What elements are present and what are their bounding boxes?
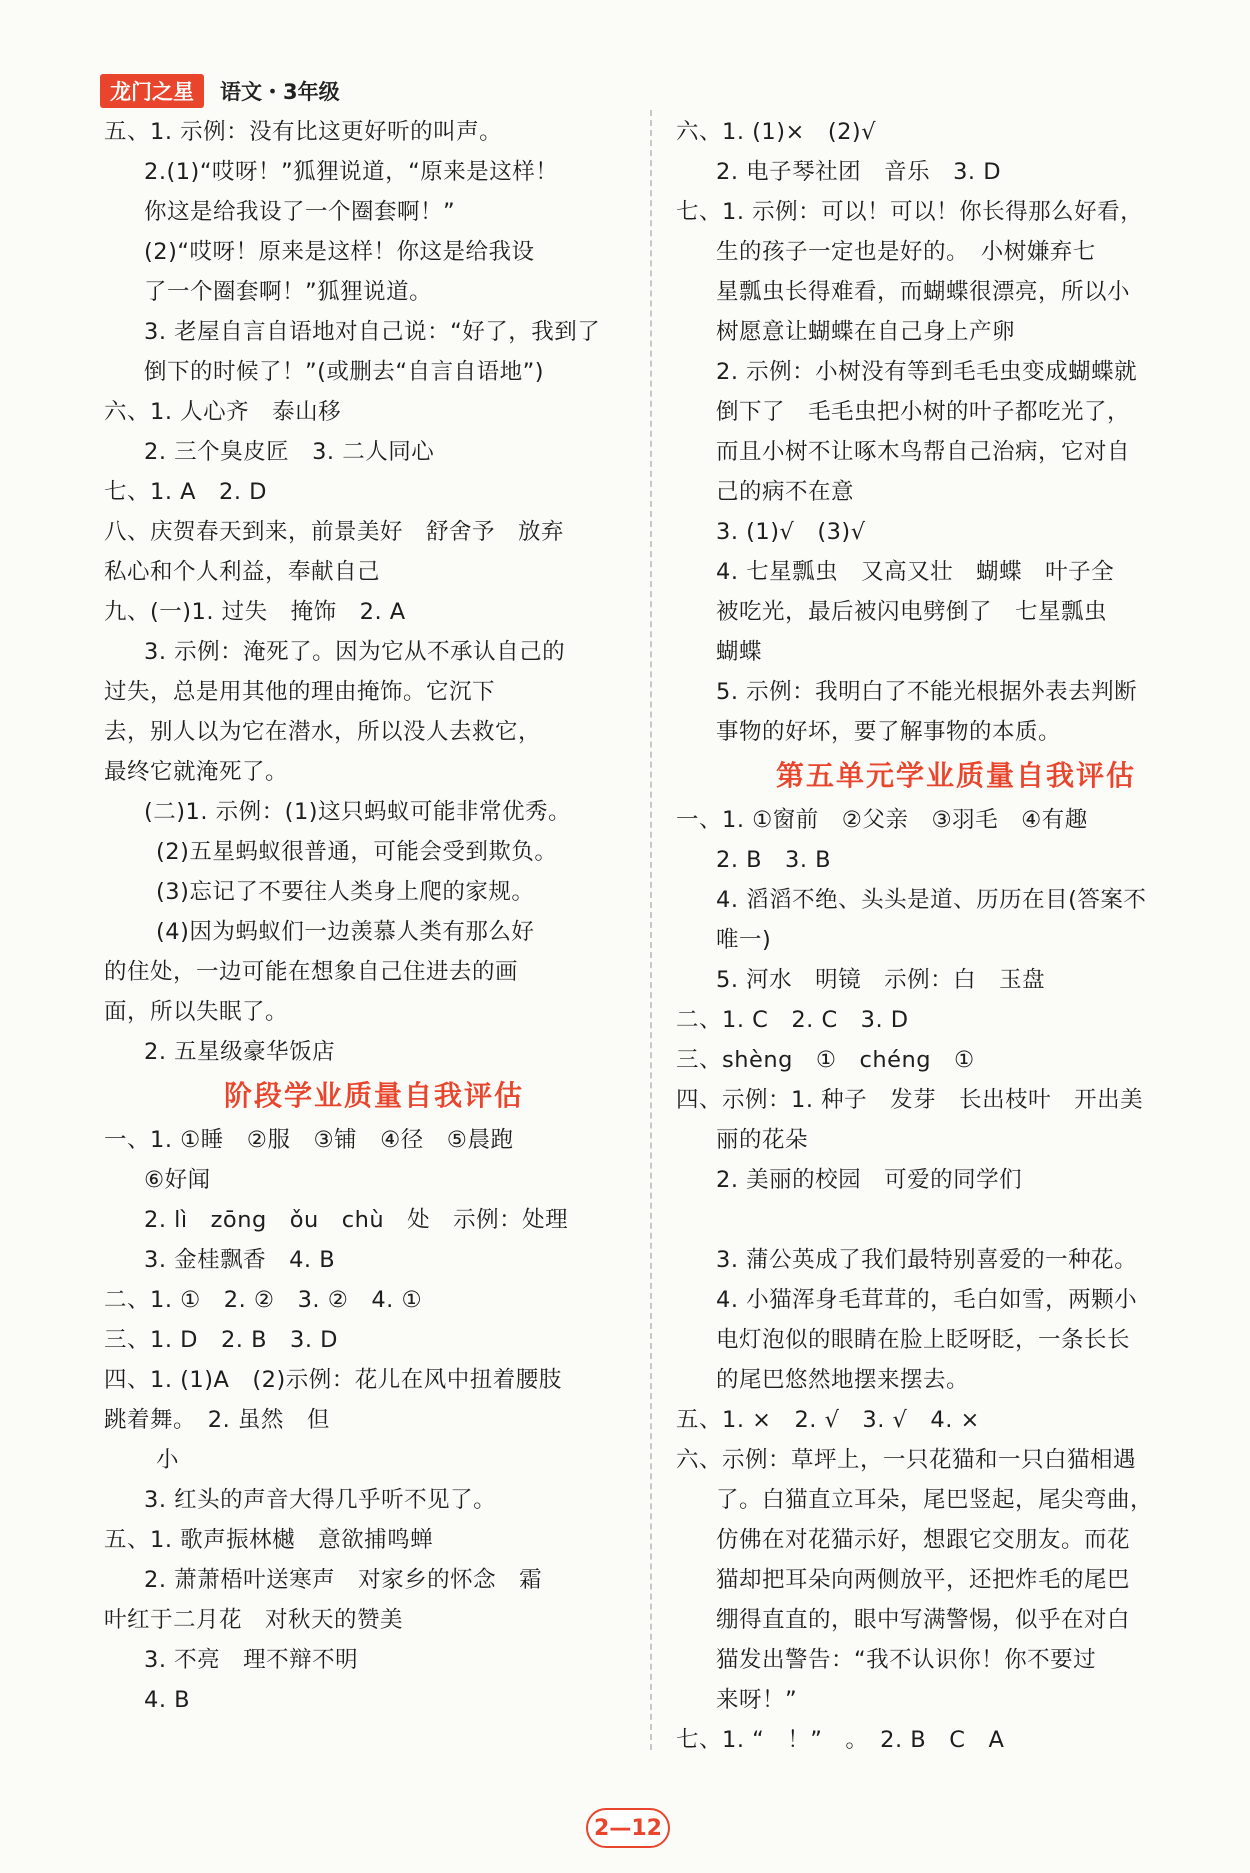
answer-line: 的住处，一边可能在想象自己住进去的画 [104, 959, 519, 985]
answer-line: 3. 金桂飘香 4. B [144, 1247, 336, 1273]
answer-line: 六、示例：草坪上，一只花猫和一只白猫相遇 [676, 1447, 1137, 1473]
answer-line: 2. 美丽的校园 可爱的同学们 [716, 1167, 1023, 1193]
answer-line: 4. 小猫浑身毛茸茸的，毛白如雪，两颗小 [716, 1287, 1138, 1313]
answer-line: 星瓢虫长得难看，而蝴蝶很漂亮，所以小 [716, 279, 1131, 305]
answer-line: 私心和个人利益，奉献自己 [104, 559, 381, 585]
answer-line: 五、1. × 2. √ 3. √ 4. × [676, 1407, 980, 1433]
answer-line: 去，别人以为它在潜水，所以没人去救它， [104, 719, 542, 745]
page-number: 2—12 [586, 1808, 670, 1848]
subject-label: 语文・3年级 [220, 80, 340, 104]
answer-line: 猫发出警告：“我不认识你！你不要过 [716, 1647, 1097, 1673]
answer-line: 七、1. A 2. D [104, 479, 267, 505]
answer-line: 面，所以失眠了。 [104, 999, 289, 1025]
answer-line: 3. 蒲公英成了我们最特别喜爱的一种花。 [716, 1247, 1138, 1273]
answer-line [676, 1200, 1236, 1240]
answer-line: (3)忘记了不要往人类身上爬的家规。 [156, 879, 535, 905]
answer-line: 3. 示例：淹死了。因为它从不承认自己的 [144, 639, 566, 665]
answer-line: (4)因为蚂蚁们一边羡慕人类有那么好 [156, 919, 535, 945]
answer-line: 2. 电子琴社团 音乐 3. D [716, 159, 1002, 185]
answer-line: 了一个圈套啊！”狐狸说道。 [144, 279, 433, 305]
answer-line: 2. lì zōng ǒu chù 处 示例：处理 [144, 1207, 569, 1233]
answer-line: 2.(1)“哎呀！”狐狸说道，“原来是这样！ [144, 159, 559, 185]
answer-line: 电灯泡似的眼睛在脸上眨呀眨，一条长长 [716, 1327, 1131, 1353]
answer-line: 跳着舞。 2. 虽然 但 [104, 1407, 330, 1433]
brand-logo: 龙门之星 [100, 74, 204, 108]
answer-line: 了。白猫直立耳朵，尾巴竖起，尾尖弯曲， [716, 1487, 1154, 1513]
answer-line: 叶红于二月花 对秋天的赞美 [104, 1607, 404, 1633]
answer-line: 3. 老屋自言自语地对自己说：“好了，我到了 [144, 319, 601, 345]
answer-line: 五、1. 歌声振林樾 意欲捕鸣蝉 [104, 1527, 434, 1553]
answer-line: 二、1. C 2. C 3. D [676, 1007, 909, 1033]
answer-line: 三、1. D 2. B 3. D [104, 1327, 338, 1353]
answer-line: (二)1. 示例：(1)这只蚂蚁可能非常优秀。 [144, 799, 572, 825]
answer-line: 生的孩子一定也是好的。 小树嫌弃七 [716, 239, 1096, 265]
answer-line: 八、庆贺春天到来，前景美好 舒舍予 放弃 [104, 519, 565, 545]
answer-line: 三、shèng ① chéng ① [676, 1047, 975, 1073]
answer-line: 四、1. (1)A (2)示例：花儿在风中扭着腰肢 [104, 1367, 562, 1393]
answer-line: 4. 滔滔不绝、头头是道、历历在目(答案不 [716, 887, 1147, 913]
answer-line: 事物的好坏，要了解事物的本质。 [716, 719, 1062, 745]
answer-line: 倒下的时候了！”(或删去“自言自语地”) [144, 359, 545, 385]
answer-line: ⑥好闻 [144, 1167, 211, 1193]
answer-line: 5. 河水 明镜 示例：白 玉盘 [716, 967, 1046, 993]
answer-line: 4. B [144, 1687, 191, 1713]
answer-line: 被吃光，最后被闪电劈倒了 七星瓢虫 [716, 599, 1108, 625]
answer-line: 3. 不亮 理不辩不明 [144, 1647, 359, 1673]
answer-line: 七、1. “ ！” 。 2. B C A [676, 1727, 1005, 1753]
answer-line: 唯一) [716, 927, 772, 953]
left-column [104, 112, 644, 1720]
section-title: 阶段学业质量自我评估 [223, 1079, 524, 1112]
column-divider [650, 110, 652, 1750]
answer-line: 九、(一)1. 过失 掩饰 2. A [104, 599, 406, 625]
answer-line: 仿佛在对花猫示好，想跟它交朋友。而花 [716, 1527, 1131, 1553]
answer-line: 3. 红头的声音大得几乎听不见了。 [144, 1487, 497, 1513]
answer-line: 2. 三个臭皮匠 3. 二人同心 [144, 439, 435, 465]
answer-line: 猫却把耳朵向两侧放平，还把炸毛的尾巴 [716, 1567, 1131, 1593]
answer-line: 而且小树不让啄木鸟帮自己治病，它对自 [716, 439, 1131, 465]
answer-line: 五、1. 示例：没有比这更好听的叫声。 [104, 119, 503, 145]
answer-line: 己的病不在意 [716, 479, 855, 505]
answer-line: 你这是给我设了一个圈套啊！” [144, 199, 456, 225]
page-header [100, 76, 340, 106]
answer-line: 过失，总是用其他的理由掩饰。它沉下 [104, 679, 496, 705]
answer-line: 一、1. ①睡 ②服 ③铺 ④径 ⑤晨跑 [104, 1127, 514, 1153]
answer-line: 六、1. 人心齐 泰山移 [104, 399, 342, 425]
right-column [676, 112, 1236, 1760]
answer-line: 七、1. 示例：可以！可以！你长得那么好看， [676, 199, 1144, 225]
answer-line: 四、示例：1. 种子 发芽 长出枝叶 开出美 [676, 1087, 1144, 1113]
answer-line: 二、1. ① 2. ② 3. ② 4. ① [104, 1287, 423, 1313]
answer-line: 丽的花朵 [716, 1127, 809, 1153]
answer-line: 2. 萧萧梧叶送寒声 对家乡的怀念 霜 [144, 1567, 543, 1593]
answer-line: 3. (1)√ (3)√ [716, 519, 866, 545]
section-title: 第五单元学业质量自我评估 [775, 759, 1136, 792]
answer-line: 蝴蝶 [716, 639, 763, 665]
answer-line: 树愿意让蝴蝶在自己身上产卵 [716, 319, 1016, 345]
answer-line: 5. 示例：我明白了不能光根据外表去判断 [716, 679, 1138, 705]
answer-line: 小 [156, 1447, 180, 1473]
answer-line: 倒下了 毛毛虫把小树的叶子都吃光了， [716, 399, 1131, 425]
answer-line: (2)五星蚂蚁很普通，可能会受到欺负。 [156, 839, 558, 865]
answer-line: 来呀！” [716, 1687, 798, 1713]
answer-line: (2)“哎呀！原来是这样！你这是给我设 [144, 239, 535, 265]
answer-line: 一、1. ①窗前 ②父亲 ③羽毛 ④有趣 [676, 807, 1088, 833]
answer-line: 2. 五星级豪华饭店 [144, 1039, 336, 1065]
answer-line: 六、1. (1)× (2)√ [676, 119, 877, 145]
answer-line: 绷得直直的，眼中写满警惕，似乎在对白 [716, 1607, 1131, 1633]
answer-line: 最终它就淹死了。 [104, 759, 289, 785]
answer-line: 2. 示例：小树没有等到毛毛虫变成蝴蝶就 [716, 359, 1138, 385]
answer-line: 2. B 3. B [716, 847, 832, 873]
answer-line: 4. 七星瓢虫 又高又壮 蝴蝶 叶子全 [716, 559, 1115, 585]
answer-line: 的尾巴悠然地摆来摆去。 [716, 1367, 970, 1393]
